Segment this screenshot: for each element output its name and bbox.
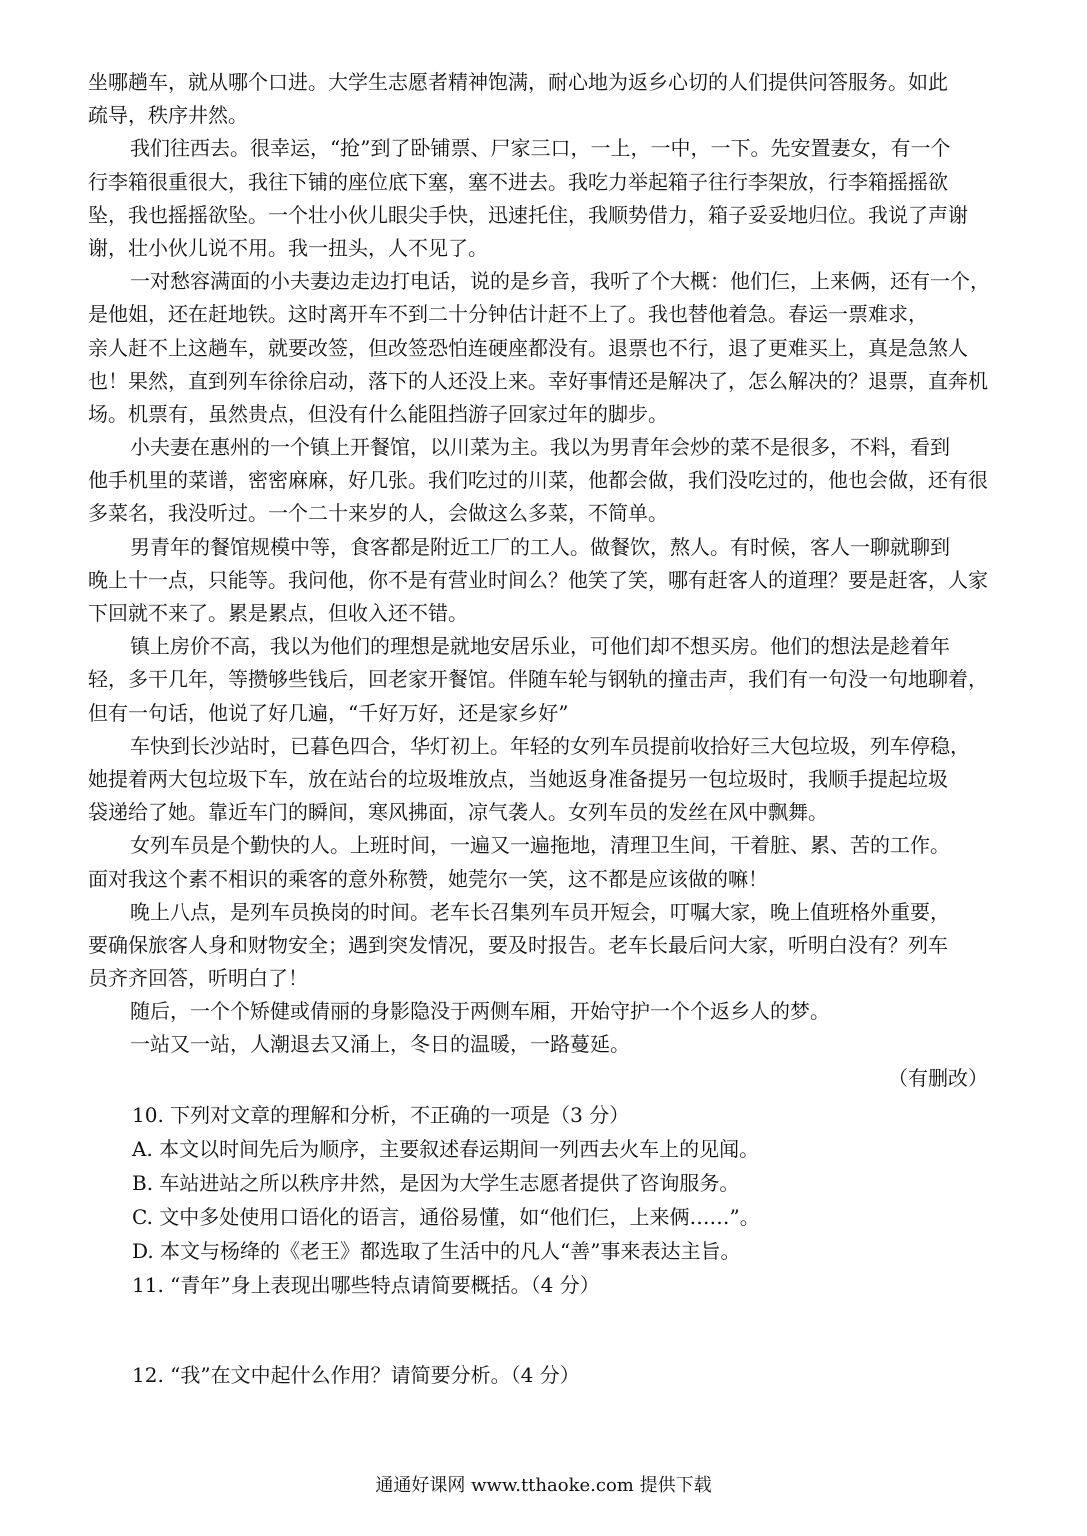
article-line: 车快到长沙站时，已暮色四合，华灯初上。年轻的女列车员提前收拾好三大包垃圾，列车停稳， — [130, 733, 970, 758]
article-line: 坠，我也摇摇欲坠。一个壮小伙儿眼尖手快，迅速托住，我顺势借力，箱子妥妥地归位。我说了声谢 — [88, 202, 968, 227]
article-line: 疏导，秩序井然。 — [88, 103, 248, 128]
question-section — [132, 1098, 1012, 1302]
article-line: 他手机里的菜谱，密密麻麻，好几张。我们吃过的川菜，他都会做，我们没吃过的，他也会做，还有很 — [88, 468, 988, 493]
article-line: 她提着两大包垃圾下车，放在站台的垃圾堆放点，当她返身准备提另一包垃圾时，我顺手提起垃圾 — [88, 766, 948, 791]
article-line: 是他姐，还在赶地铁。这时离开车不到二十分钟估计赶不上了。我也替他着急。春运一票难求， — [88, 302, 928, 327]
article-line: 坐哪趟车，就从哪个口进。大学生志愿者精神饱满，耐心地为返乡心切的人们提供问答服务。如此 — [88, 70, 948, 94]
article-line: 多菜名，我没听过。一个二十来岁的人，会做这么多菜，不简单。 — [88, 501, 668, 526]
article-line: 随后，一个个矫健或倩丽的身影隐没于两侧车厢，开始守护一个个返乡人的梦。 — [130, 999, 830, 1024]
article-line: 男青年的餐馆规模中等，食客都是附近工厂的工人。做餐饮，熬人。有时候，客人一聊就聊到 — [130, 534, 950, 559]
article-line: 小夫妻在惠州的一个镇上开餐馆，以川菜为主。我以为男青年会炒的菜不是很多，不料，看到 — [130, 435, 950, 460]
article-line: 员齐齐回答，听明白了！ — [88, 966, 308, 991]
article-line: 一对愁容满面的小夫妻边走边打电话，说的是乡音，我听了个大概：他们仨，上来俩，还有一个， — [130, 269, 990, 294]
article-line: 我们往西去。很幸运，“抢”到了卧铺票、尸家三口，一上，一中，一下。先安置妻女，有一个 — [130, 136, 951, 161]
article-line: 女列车员是个勤快的人。上班时间，一遍又一遍拖地，清理卫生间，干着脏、累、苦的工作。 — [130, 833, 950, 858]
article-line: 行李箱很重很大，我往下铺的座位底下塞，塞不进去。我吃力举起箱子往行李架放，行李箱摇摇欲 — [88, 169, 948, 194]
article-line: 要确保旅客人身和财物安全；遇到突发情况，要及时报告。老车长最后问大家，听明白没有？列车 — [88, 932, 948, 957]
question-10-option-c: C. 文中多处使用口语化的语言，通俗易懂，如“他们仨，上来俩……”。 — [132, 1205, 760, 1229]
article-line: 晚上十一点，只能等。我问他，你不是有营业时间么？他笑了笑，哪有赶客人的道理？要是赶客，人家 — [88, 567, 988, 592]
footer-credit: 通通好课网 www.tthaoke.com 提供下载 — [375, 1475, 712, 1496]
article-line: 谢，壮小伙儿说不用。我一扭头，人不见了。 — [88, 235, 488, 260]
article-line: 轻，多干几年，等攒够些钱后，回老家开餐馆。伴随车轮与钢轨的撞击声，我们有一句没一句地聊着， — [88, 667, 988, 692]
article-line: 下回就不来了。累是累点，但收入还不错。 — [88, 601, 468, 625]
article-line: 也！果然，直到列车徐徐启动，落下的人还没上来。幸好事情还是解决了，怎么解决的？退票，直奔机 — [88, 368, 988, 393]
article-line: 场。机票有，虽然贵点，但没有什么能阻挡游子回家过年的脚步。 — [88, 401, 668, 426]
question-10-option-a: A. 本文以时间先后为顺序，主要叙述春运期间一列西去火车上的见闻。 — [132, 1137, 760, 1161]
question-11: 11. “青年”身上表现出哪些特点请简要概括。（4 分） — [132, 1273, 600, 1297]
article-line: 一站又一站，人潮退去又涌上，冬日的温暖，一路蔓延。 — [130, 1032, 630, 1057]
source-note: （有删改） — [888, 1065, 988, 1090]
article-line: 面对我这个素不相识的乘客的意外称赞，她莞尔一笑，这不都是应该做的嘛！ — [88, 866, 768, 891]
article-line: 亲人赶不上这趟车，就要改签，但改签恐怕连硬座都没有。退票也不行，退了更难买上，真是急煞人 — [88, 335, 968, 360]
article-body — [88, 66, 1006, 1095]
article-line: 但有一句话，他说了好几遍，“千好万好，还是家乡好” — [88, 700, 569, 725]
question-10-option-d: D. 本文与杨绛的《老王》都选取了生活中的凡人“善”事来表达主旨。 — [132, 1239, 741, 1263]
question-10-stem: 10. 下列对文章的理解和分析，不正确的一项是（3 分） — [132, 1103, 630, 1127]
article-line: 镇上房价不高，我以为他们的理想是就地安居乐业，可他们却不想买房。他们的想法是趁着年 — [130, 634, 950, 659]
question-12: 12. “我”在文中起什么作用？请简要分析。（4 分） — [132, 1363, 580, 1387]
question-10-option-b: B. 车站进站之所以秩序井然，是因为大学生志愿者提供了咨询服务。 — [132, 1171, 740, 1195]
article-line: 袋递给了她。靠近车门的瞬间，寒风拂面，凉气袭人。女列车员的发丝在风中飘舞。 — [88, 800, 828, 825]
article-line: 晚上八点，是列车员换岗的时间。老车长召集列车员开短会，叮嘱大家，晚上值班格外重要， — [130, 899, 950, 924]
